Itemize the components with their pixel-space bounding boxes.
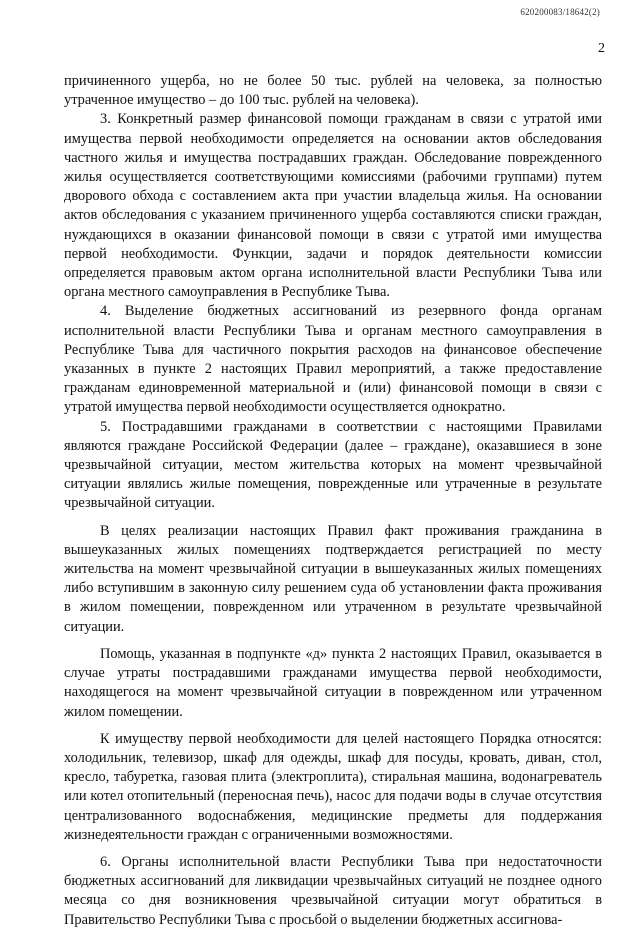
paragraph-5-assistance: Помощь, указанная в подпункте «д» пункта 2 настоящих Правил, оказывается в случае утраты пострадавшими гражданами имущества первой необходимости, находящегося на момент чрезвычайной ситуации в поврежденном или утраченном жилом помещении. [64,645,602,720]
paragraph-4: 4. Выделение бюджетных ассигнований из резервного фонда органам исполнительной власти Республики Тыва и органам местного самоуправления в Республике Тыва для частичного покрытия расходов на финансовое обеспечение указанных в пункте 2 настоящих Правил мероприятий, а также предоставление гражданам единовременной материальной и (или) финансовой помощи в связи с утратой имущества первой необходимости осуществляется однократно. [64,303,602,416]
paragraph-5-essentials: К имуществу первой необходимости для целей настоящего Порядка относятся: холодильник, телевизор, шкаф для одежды, шкаф для посуды, кровать, диван, стол, кресло, табуретка, газовая плита (электроплита), стиральная машина, водонагреватель или котел отопительный (переносная печь), насос для подачи воды в случае отсутствия централизованного водоснабжения, медицинские предметы для поддержания жизнедеятельности граждан с ограниченными возможностями. [64,730,602,843]
paragraph-3: 3. Конкретный размер финансовой помощи гражданам в связи с утратой ими имущества первой необходимости определяется на основании актов обследования частного жилья и имущества пострадавших граждан. Обследование поврежденного жилья осуществляется соответствующими комиссиями (рабочими группами) путем дворового обхода с составлением акта при участии владельца жилья. На основании актов обследования с указанием причиненного ущерба составляются списки граждан, нуждающихся в оказании финансовой помощи в связи с утратой ими имущества первой необходимости. Функции, задачи и порядок деятельности комиссии определяется правовым актом органа исполнительной власти Республики Тыва или органа местного самоуправления в Республике Тыва. [64,111,602,301]
paragraph-6: 6. Органы исполнительной власти Республики Тыва при недостаточности бюджетных ассигнований для ликвидации чрезвычайных ситуаций не позднее одного месяца со дня возникновения чрезвычайной ситуации могут обратиться в Правительство Республики Тыва с просьбой о выделении бюджетных ассигнова- [64,853,602,928]
document-body [64,72,602,930]
paragraph-5-residence: В целях реализации настоящих Правил факт проживания гражданина в вышеуказанных жилых помещениях подтверждается регистрацией по месту жительства на момент чрезвычайной ситуации в вышеуказанных жилых помещениях либо вступившим в законную силу решением суда об установлении факта проживания в жилом помещении, поврежденном или утраченном в результате чрезвычайной ситуации. [64,522,602,635]
page-number: 2 [598,41,605,56]
paragraph-continuation: причиненного ущерба, но не более 50 тыс. рублей на человека, за полностью утраченное имущество – до 100 тыс. рублей на человека). [64,73,602,109]
document-code: 620200083/18642(2) [520,7,600,17]
paragraph-5: 5. Пострадавшими гражданами в соответствии с настоящими Правилами являются граждане Российской Федерации (далее – граждане), оказавшиеся в зоне чрезвычайной ситуации, местом жительства которых на момент чрезвычайной ситуации являлись жилые помещения, поврежденные или утраченные в результате чрезвычайной ситуации. [64,418,602,512]
